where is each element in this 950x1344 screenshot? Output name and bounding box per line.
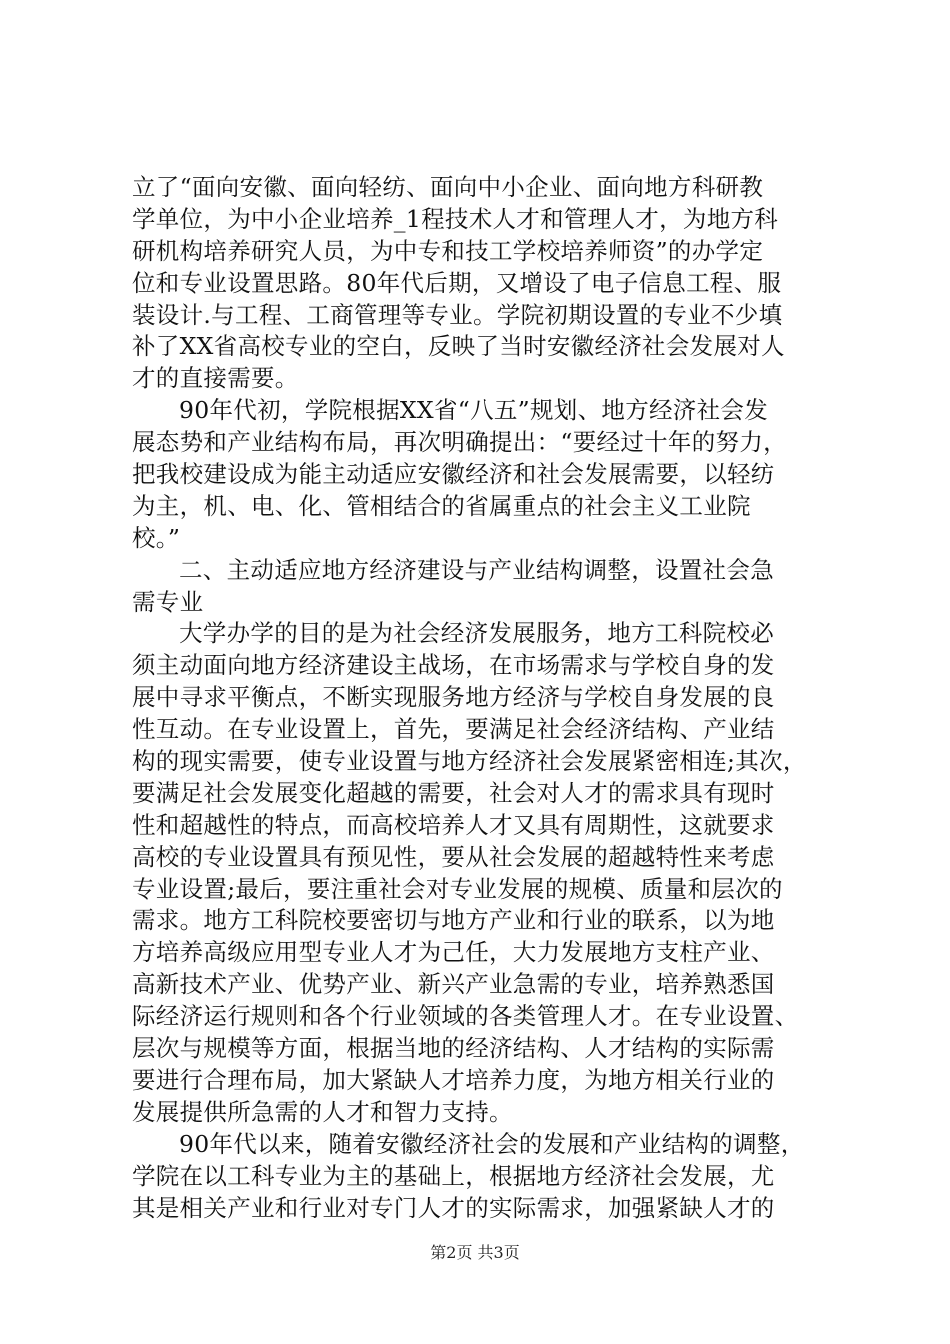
page-footer: 第2页 共3页 xyxy=(430,1243,520,1262)
text-line: 装设计.与工程、工商管理等专业。学院初期设置的专业不少填 xyxy=(132,300,783,329)
text-line: 二、主动适应地方经济建设与产业结构调整，设置社会急 xyxy=(179,555,774,584)
text-line: 要满足社会发展变化超越的需要，社会对人才的需求具有现时 xyxy=(132,778,775,807)
text-line: 高新技术产业、优势产业、新兴产业急需的专业，培养熟悉国 xyxy=(132,970,775,999)
text-line: 际经济运行规则和各个行业领域的各类管理人才。在专业设置、 xyxy=(132,1002,799,1031)
text-line: 方培养高级应用型专业人才为己任，大力发展地方支柱产业、 xyxy=(132,938,775,967)
text-line: 研机构培养研究人员，为中专和技工学校培养师资”的办学定 xyxy=(132,236,764,265)
text-line: 立了“面向安徽、面向轻纺、面向中小企业、面向地方科研教 xyxy=(132,173,764,201)
text-line: 90年代初，学院根据XX省“八五”规划、地方经济社会发 xyxy=(179,396,768,425)
text-line: 性互动。在专业设置上，首先，要满足社会经济结构、产业结 xyxy=(132,715,775,744)
text-line: 补了XX省高校专业的空白，反映了当时安徽经济社会发展对人 xyxy=(132,332,785,361)
text-line: 高校的专业设置具有预见性，要从社会发展的超越特性来考虑 xyxy=(132,842,775,871)
text-line: 学单位，为中小企业培养_1程技术人才和管理人才，为地方科 xyxy=(132,204,779,233)
text-line: 位和专业设置思路。80年代后期，又增设了电子信息工程、服 xyxy=(132,268,782,297)
text-line: 须主动面向地方经济建设主战场，在市场需求与学校自身的发 xyxy=(132,651,775,680)
text-line: 90年代以来，随着安徽经济社会的发展和产业结构的调整， xyxy=(179,1129,805,1158)
text-line: 专业设置;最后，要注重社会对专业发展的规模、质量和层次的 xyxy=(132,874,783,903)
text-line: 把我校建设成为能主动适应安徽经济和社会发展需要，以轻纺 xyxy=(132,460,775,489)
text-line: 展态势和产业结构布局，再次明确提出：“要经过十年的努力， xyxy=(132,428,787,457)
text-line: 才的直接需要。 xyxy=(132,364,299,393)
text-line: 大学办学的目的是为社会经济发展服务，地方工科院校必 xyxy=(179,619,774,648)
text-line: 需求。地方工科院校要密切与地方产业和行业的联系，以为地 xyxy=(132,906,775,935)
text-line: 发展提供所急需的人才和智力支持。 xyxy=(132,1097,513,1126)
text-line: 性和超越性的特点，而高校培养人才又具有周期性，这就要求 xyxy=(132,810,775,839)
document-body xyxy=(132,172,832,1224)
text-line: 需专业 xyxy=(132,587,204,616)
text-line: 其是相关产业和行业对专门人才的实际需求，加强紧缺人才的 xyxy=(132,1193,775,1222)
text-line: 展中寻求平衡点，不断实现服务地方经济与学校自身发展的良 xyxy=(132,683,775,712)
text-line: 构的现实需要，使专业设置与地方经济社会发展紧密相连;其次， xyxy=(132,747,807,776)
text-line: 学院在以工科专业为主的基础上，根据地方经济社会发展，尤 xyxy=(132,1161,775,1190)
text-line: 校。” xyxy=(132,523,181,552)
text-line: 为主，机、电、化、管相结合的省属重点的社会主义工业院 xyxy=(132,491,751,520)
text-line: 层次与规模等方面，根据当地的经济结构、人才结构的实际需 xyxy=(132,1034,775,1063)
text-line: 要进行合理布局，加大紧缺人才培养力度，为地方相关行业的 xyxy=(132,1065,775,1094)
